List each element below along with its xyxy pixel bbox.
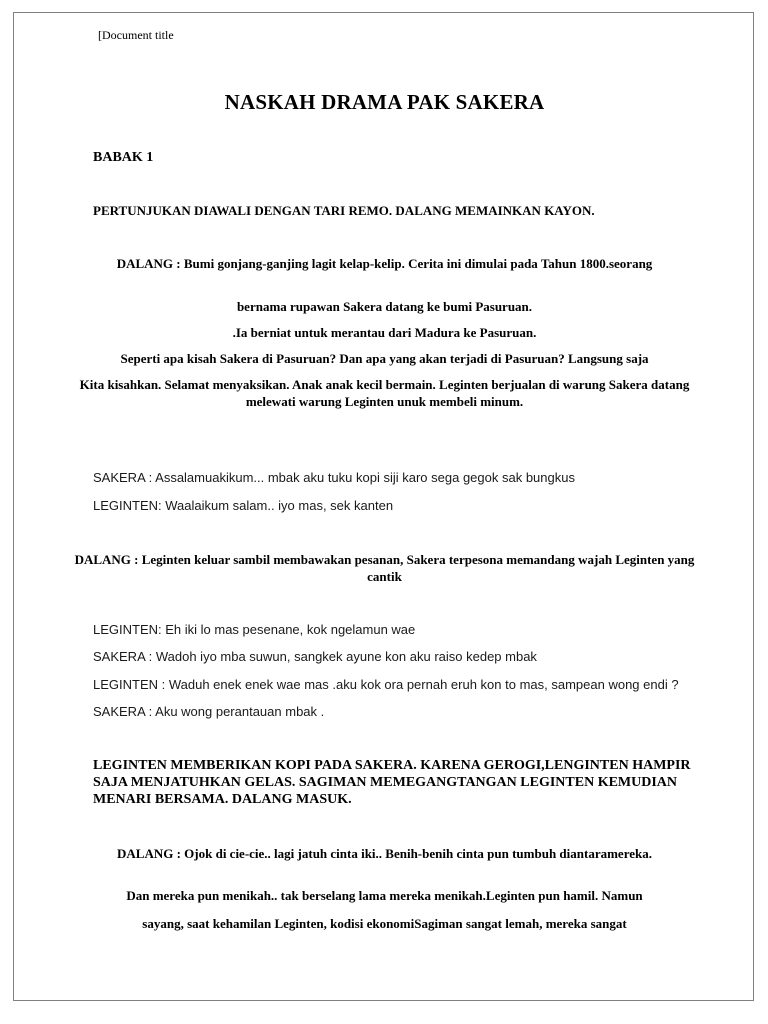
dalang-narration-2: DALANG : Leginten keluar sambil membawakan pesanan, Sakera terpesona memandang wajah Leginten yang cantik — [74, 552, 695, 584]
act-heading: BABAK 1 — [93, 150, 154, 165]
dalang-narration-1-line-3: .Ia berniat untuk merantau dari Madura ke Pasuruan. — [232, 325, 537, 340]
dialog-line: SAKERA : Aku wong perantauan mbak . — [93, 704, 325, 719]
dalang-narration-1-line-4: Seperti apa kisah Sakera di Pasuruan? Dan apa yang akan terjadi di Pasuruan? Langsung saja — [120, 351, 649, 366]
dalang-narration-3-line-2: Dan mereka pun menikah.. tak berselang lama mereka menikah.Leginten pun hamil. Namun — [126, 888, 643, 903]
document-page — [13, 12, 754, 1001]
script-title: NASKAH DRAMA PAK SAKERA — [224, 90, 545, 114]
dalang-narration-1-line-1: DALANG : Bumi gonjang-ganjing lagit kelap-kelip. Cerita ini dimulai pada Tahun 1800.seorang — [116, 256, 653, 271]
stage-direction: LEGINTEN MEMBERIKAN KOPI PADA SAKERA. KARENA GEROGI,LENGINTEN HAMPIR SAJA MENJATUHKAN GELAS. SAGIMAN MEMEGANGTANGAN LEGINTEN KEMUDIAN MENARI BERSAMA. DALANG MASUK. — [93, 758, 691, 807]
dalang-narration-3-line-3: sayang, saat kehamilan Leginten, kodisi ekonomiSagiman sangat lemah, mereka sangat — [142, 916, 627, 931]
dialog-line: SAKERA : Assalamuakikum... mbak aku tuku kopi siji karo sega gegok sak bungkus — [93, 470, 575, 485]
document-title-placeholder[interactable]: [Document title — [98, 28, 174, 42]
dialog-line: LEGINTEN : Waduh enek enek wae mas .aku kok ora pernah eruh kon to mas, sampean wong endi ? — [93, 677, 679, 692]
dialog-line: LEGINTEN: Eh iki lo mas pesenane, kok ngelamun wae — [93, 622, 416, 637]
dialog-line: SAKERA : Wadoh iyo mba suwun, sangkek ayune kon aku raiso kedep mbak — [93, 649, 537, 664]
dialog-line: LEGINTEN: Waalaikum salam.. iyo mas, sek kanten — [93, 498, 394, 513]
dalang-narration-1-line-2: bernama rupawan Sakera datang ke bumi Pasuruan. — [236, 299, 533, 314]
dalang-narration-3-line-1: DALANG : Ojok di cie-cie.. lagi jatuh cinta iki.. Benih-benih cinta pun tumbuh diantaramereka. — [117, 846, 652, 861]
intro-direction: PERTUNJUKAN DIAWALI DENGAN TARI REMO. DALANG MEMAINKAN KAYON. — [93, 203, 595, 218]
dalang-narration-1-line-5: Kita kisahkan. Selamat menyaksikan. Anak anak kecil bermain. Leginten berjualan di warung Sakera datang melewati warung Leginten unuk membeli minum. — [79, 377, 690, 409]
